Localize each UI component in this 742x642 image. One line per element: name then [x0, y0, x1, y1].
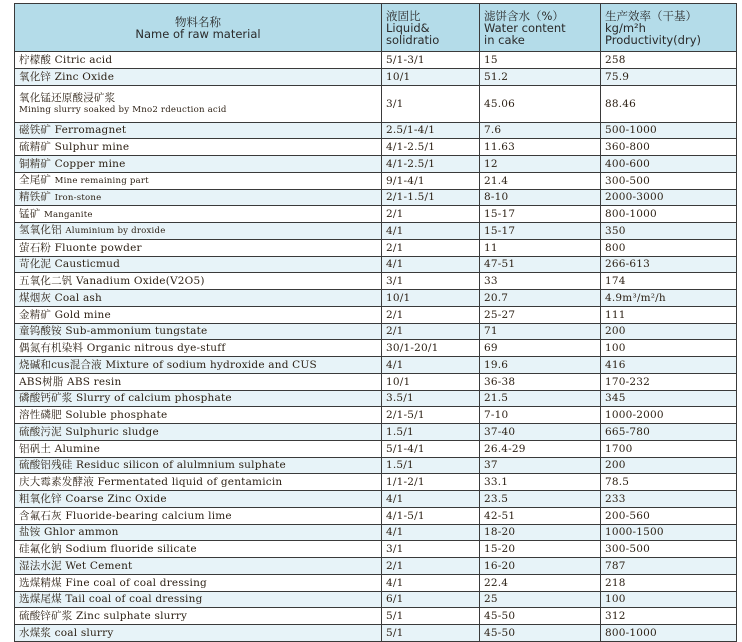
productivity-cell: 400-600	[601, 156, 737, 173]
material-name-cell	[15, 189, 382, 206]
material-name-cn: 童钨酸铵	[19, 325, 62, 338]
header-water-en-2: in cake	[484, 32, 525, 47]
material-name-cell	[15, 68, 382, 85]
table-row	[15, 440, 737, 457]
material-name-en: Sulphuric sludge	[65, 425, 159, 438]
water-content-cell: 19.6	[480, 357, 601, 374]
productivity-cell: 800	[601, 239, 737, 256]
liquid-solid-ratio-cell: 4/1-2.5/1	[382, 156, 480, 173]
liquid-solid-ratio-cell: 4/1	[382, 256, 480, 273]
material-name-en: Tail coal of coal dressing	[65, 593, 203, 606]
material-name-en: Mining slurry soaked by Mno2 rdeuction acid	[19, 104, 227, 115]
table-row	[15, 323, 737, 340]
material-name-en: Fluoride-bearing calcium lime	[65, 509, 232, 522]
material-name-cell	[15, 407, 382, 424]
water-content-cell: 21.4	[480, 172, 601, 189]
table-row	[15, 139, 737, 156]
liquid-solid-ratio-cell: 9/1-4/1	[382, 172, 480, 189]
header-row	[15, 4, 737, 52]
table-row	[15, 85, 737, 122]
table-row	[15, 122, 737, 139]
liquid-solid-ratio-cell: 30/1-20/1	[382, 340, 480, 357]
header-name-cn: 物料名称	[175, 14, 221, 29]
material-name-cn: 水煤浆	[19, 626, 52, 639]
material-name-en: Citric acid	[54, 53, 113, 66]
material-name-cell	[15, 507, 382, 524]
material-name-cn: 磷酸钙矿浆	[19, 392, 73, 405]
table-row	[15, 306, 737, 323]
material-name-cell	[15, 122, 382, 139]
material-name-en: Fermentated liquid of gentamicin	[97, 476, 283, 489]
material-name-cn: 氢氧化铝	[19, 224, 62, 237]
water-content-cell: 45-50	[480, 608, 601, 625]
productivity-cell: 360-800	[601, 139, 737, 156]
productivity-cell: 111	[601, 306, 737, 323]
table-row	[15, 52, 737, 69]
liquid-solid-ratio-cell: 2/1-5/1	[382, 407, 480, 424]
material-name-cell	[15, 457, 382, 474]
table-row	[15, 474, 737, 491]
material-name-cn: 硫酸污泥	[19, 425, 62, 438]
material-name-en: Organic nitrous dye-stuff	[86, 342, 226, 355]
material-name-cn: 选煤尾煤	[19, 593, 62, 606]
productivity-cell: 416	[601, 357, 737, 374]
material-name-cell	[15, 273, 382, 290]
liquid-solid-ratio-cell: 5/1	[382, 608, 480, 625]
productivity-cell: 88.46	[601, 85, 737, 122]
material-name-cell	[15, 172, 382, 189]
productivity-cell: 75.9	[601, 68, 737, 85]
material-name-cell	[15, 139, 382, 156]
water-content-cell: 51.2	[480, 68, 601, 85]
material-name-cn: 氧化锌	[19, 70, 52, 83]
material-name-cell	[15, 491, 382, 508]
material-name-cell	[15, 440, 382, 457]
table-row	[15, 491, 737, 508]
productivity-cell: 200-560	[601, 507, 737, 524]
material-name-en: Coal ash	[54, 291, 102, 304]
material-name-cn: 硫酸锌矿浆	[19, 610, 73, 623]
liquid-solid-ratio-cell: 4/1	[382, 524, 480, 541]
material-name-en: Ferromagnet	[54, 124, 127, 137]
material-name-en: Sub-ammonium tungstate	[65, 325, 208, 338]
header-ratio-en-2: solidratio	[386, 32, 440, 47]
liquid-solid-ratio-cell: 2/1	[382, 323, 480, 340]
water-content-cell: 42-51	[480, 507, 601, 524]
material-name-cn: 精铁矿	[19, 190, 52, 203]
liquid-solid-ratio-cell: 6/1	[382, 591, 480, 608]
productivity-cell: 350	[601, 223, 737, 240]
productivity-cell: 345	[601, 390, 737, 407]
material-name-cell	[15, 373, 382, 390]
water-content-cell: 11	[480, 239, 601, 256]
productivity-cell: 312	[601, 608, 737, 625]
material-name-cn: ABS树脂	[19, 375, 64, 388]
water-content-cell: 26.4-29	[480, 440, 601, 457]
liquid-solid-ratio-cell: 2.5/1-4/1	[382, 122, 480, 139]
material-name-cell	[15, 424, 382, 441]
material-name-cell	[15, 85, 382, 122]
table-row	[15, 524, 737, 541]
material-name-en: Causticmud	[54, 258, 120, 271]
material-name-cn: 硫精矿	[19, 141, 52, 154]
material-name-en: ABS resin	[67, 375, 122, 388]
material-name-cn: 选煤精煤	[19, 576, 62, 589]
material-name-en: Mixture of sodium hydroxide and CUS	[105, 358, 317, 371]
material-name-cn: 柠檬酸	[19, 53, 52, 66]
liquid-solid-ratio-cell: 5/1-3/1	[382, 52, 480, 69]
header-productivity	[601, 4, 737, 52]
liquid-solid-ratio-cell: 3/1	[382, 541, 480, 558]
header-water-content	[480, 4, 601, 52]
productivity-cell: 233	[601, 491, 737, 508]
material-name-cell	[15, 390, 382, 407]
material-name-cn: 锰矿	[19, 207, 41, 220]
water-content-cell: 7.6	[480, 122, 601, 139]
material-name-cell	[15, 206, 382, 223]
material-name-cn: 湿法水泥	[19, 559, 62, 572]
material-name-cn: 溶性磷肥	[19, 409, 62, 422]
water-content-cell: 37-40	[480, 424, 601, 441]
table-row	[15, 340, 737, 357]
material-name-cn: 含氟石灰	[19, 509, 62, 522]
water-content-cell: 33.1	[480, 474, 601, 491]
productivity-cell: 174	[601, 273, 737, 290]
material-name-cn: 烧碱和cus混合液	[19, 358, 102, 371]
water-content-cell: 33	[480, 273, 601, 290]
header-prod-cn: 生产效率（干基）	[605, 8, 697, 23]
liquid-solid-ratio-cell: 1/1-2/1	[382, 474, 480, 491]
table-row	[15, 608, 737, 625]
water-content-cell: 7-10	[480, 407, 601, 424]
table-row	[15, 273, 737, 290]
material-name-cell	[15, 239, 382, 256]
material-name-cell	[15, 608, 382, 625]
liquid-solid-ratio-cell: 2/1	[382, 206, 480, 223]
water-content-cell: 8-10	[480, 189, 601, 206]
productivity-cell: 266-613	[601, 256, 737, 273]
productivity-cell: 665-780	[601, 424, 737, 441]
table-row	[15, 357, 737, 374]
water-content-cell: 47-51	[480, 256, 601, 273]
material-name-cell	[15, 290, 382, 307]
material-name-cell	[15, 574, 382, 591]
material-name-cn: 硫酸铝残硅	[19, 459, 73, 472]
table-row	[15, 574, 737, 591]
header-ratio-en-1: Liquid&	[386, 20, 430, 35]
productivity-cell: 100	[601, 591, 737, 608]
liquid-solid-ratio-cell: 1.5/1	[382, 424, 480, 441]
material-name-en: Copper mine	[54, 157, 126, 170]
table-row	[15, 558, 737, 575]
productivity-cell: 300-500	[601, 172, 737, 189]
liquid-solid-ratio-cell: 2/1	[382, 558, 480, 575]
water-content-cell: 25-27	[480, 306, 601, 323]
table-row	[15, 625, 737, 642]
table-row	[15, 239, 737, 256]
material-name-cn: 苛化泥	[19, 258, 52, 271]
water-content-cell: 15-20	[480, 541, 601, 558]
header-prod-unit: kg/m²h	[605, 20, 646, 35]
productivity-cell: 78.5	[601, 474, 737, 491]
productivity-cell: 200	[601, 323, 737, 340]
table-row	[15, 206, 737, 223]
water-content-cell: 18-20	[480, 524, 601, 541]
material-name-cn: 金精矿	[19, 308, 52, 321]
material-name-cn: 氧化锰还原酸浸矿浆	[19, 91, 116, 104]
liquid-solid-ratio-cell: 4/1	[382, 223, 480, 240]
liquid-solid-ratio-cell: 10/1	[382, 373, 480, 390]
header-water-en-1: Water content	[484, 20, 566, 35]
table-header	[15, 4, 737, 52]
material-name-cn: 萤石粉	[19, 241, 52, 254]
table-row	[15, 457, 737, 474]
header-prod-en: Productivity(dry)	[605, 32, 701, 47]
table-row	[15, 189, 737, 206]
material-name-cn: 铜精矿	[19, 157, 52, 170]
water-content-cell: 23.5	[480, 491, 601, 508]
material-name-en: Aluminium by droxide	[65, 226, 166, 237]
liquid-solid-ratio-cell: 1.5/1	[382, 457, 480, 474]
table-row	[15, 68, 737, 85]
water-content-cell: 69	[480, 340, 601, 357]
table-row	[15, 507, 737, 524]
table-row	[15, 223, 737, 240]
productivity-cell: 800-1000	[601, 625, 737, 642]
material-name-en: Coarse Zinc Oxide	[65, 492, 167, 505]
header-name-en: Name of raw material	[135, 26, 261, 41]
table-row	[15, 591, 737, 608]
material-name-cell	[15, 306, 382, 323]
material-name-en: Slurry of calcium phosphate	[76, 392, 232, 405]
table-row	[15, 390, 737, 407]
header-liquid-solid-ratio	[382, 4, 480, 52]
water-content-cell: 37	[480, 457, 601, 474]
material-name-cn: 煤烟灰	[19, 291, 52, 304]
liquid-solid-ratio-cell: 2/1	[382, 239, 480, 256]
material-name-cell	[15, 156, 382, 173]
material-name-cn: 偶氮有机染料	[19, 342, 84, 355]
material-name-en: Soluble phosphate	[65, 409, 168, 422]
table-row	[15, 541, 737, 558]
liquid-solid-ratio-cell: 10/1	[382, 68, 480, 85]
table-row	[15, 424, 737, 441]
material-name-en: Vanadium Oxide(V2O5)	[76, 275, 205, 288]
water-content-cell: 36-38	[480, 373, 601, 390]
water-content-cell: 12	[480, 156, 601, 173]
productivity-cell: 218	[601, 574, 737, 591]
liquid-solid-ratio-cell: 3/1	[382, 273, 480, 290]
productivity-cell: 100	[601, 340, 737, 357]
material-name-cell	[15, 223, 382, 240]
header-water-cn: 滤饼含水（%）	[484, 8, 564, 23]
table-row	[15, 172, 737, 189]
productivity-cell: 200	[601, 457, 737, 474]
productivity-cell: 300-500	[601, 541, 737, 558]
productivity-cell: 500-1000	[601, 122, 737, 139]
liquid-solid-ratio-cell: 4/1-5/1	[382, 507, 480, 524]
table-body	[15, 52, 737, 642]
water-content-cell: 11.63	[480, 139, 601, 156]
material-name-cn: 硅氟化钠	[19, 543, 62, 556]
water-content-cell: 15	[480, 52, 601, 69]
liquid-solid-ratio-cell: 5/1-4/1	[382, 440, 480, 457]
material-name-cell	[15, 323, 382, 340]
productivity-cell: 800-1000	[601, 206, 737, 223]
liquid-solid-ratio-cell: 3/1	[382, 85, 480, 122]
materials-table	[14, 3, 737, 642]
material-name-cell	[15, 357, 382, 374]
material-name-en: Zinc Oxide	[54, 70, 115, 83]
liquid-solid-ratio-cell: 4/1	[382, 357, 480, 374]
table-row	[15, 373, 737, 390]
material-name-cn: 庆大霉素发酵液	[19, 476, 94, 489]
material-name-en: Sodium fluoride silicate	[65, 543, 197, 556]
productivity-cell: 1000-2000	[601, 407, 737, 424]
material-name-cell	[15, 541, 382, 558]
liquid-solid-ratio-cell: 3.5/1	[382, 390, 480, 407]
material-name-en: Manganite	[43, 209, 93, 220]
material-name-cell	[15, 474, 382, 491]
table-row	[15, 407, 737, 424]
material-name-en: Iron-stone	[54, 192, 102, 203]
table-row	[15, 256, 737, 273]
material-name-cell	[15, 340, 382, 357]
productivity-cell: 2000-3000	[601, 189, 737, 206]
material-name-cell	[15, 524, 382, 541]
water-content-cell: 15-17	[480, 223, 601, 240]
table-row	[15, 156, 737, 173]
header-ratio-cn: 液固比	[386, 8, 421, 23]
liquid-solid-ratio-cell: 2/1-1.5/1	[382, 189, 480, 206]
water-content-cell: 45-50	[480, 625, 601, 642]
liquid-solid-ratio-cell: 4/1	[382, 491, 480, 508]
productivity-cell: 4.9m³/m²/h	[601, 290, 737, 307]
productivity-cell: 1700	[601, 440, 737, 457]
header-material-name	[15, 4, 382, 52]
material-name-cn: 五氧化二钒	[19, 275, 73, 288]
material-name-cn: 盐铵	[19, 526, 41, 539]
material-name-cn: 铝矾土	[19, 442, 52, 455]
material-name-en: Gold mine	[54, 308, 111, 321]
liquid-solid-ratio-cell: 5/1	[382, 625, 480, 642]
material-name-en: Fluonte powder	[54, 241, 142, 254]
water-content-cell: 20.7	[480, 290, 601, 307]
productivity-cell: 170-232	[601, 373, 737, 390]
water-content-cell: 22.4	[480, 574, 601, 591]
material-name-cn: 磁铁矿	[19, 124, 52, 137]
water-content-cell: 71	[480, 323, 601, 340]
liquid-solid-ratio-cell: 4/1-2.5/1	[382, 139, 480, 156]
liquid-solid-ratio-cell: 4/1	[382, 574, 480, 591]
material-name-en: Alumine	[54, 442, 101, 455]
material-name-cn: 粗氧化锌	[19, 492, 62, 505]
water-content-cell: 25	[480, 591, 601, 608]
material-name-cn: 全尾矿	[19, 174, 52, 187]
water-content-cell: 15-17	[480, 206, 601, 223]
material-name-en: coal slurry	[54, 626, 114, 639]
material-name-cell	[15, 625, 382, 642]
material-name-cell	[15, 591, 382, 608]
material-name-en: Ghlor ammon	[43, 526, 119, 539]
material-name-en: Zinc sulphate slurry	[76, 610, 188, 623]
material-name-en: Fine coal of coal dressing	[65, 576, 207, 589]
water-content-cell: 16-20	[480, 558, 601, 575]
water-content-cell: 45.06	[480, 85, 601, 122]
material-name-cell	[15, 256, 382, 273]
material-name-cell	[15, 52, 382, 69]
liquid-solid-ratio-cell: 2/1	[382, 306, 480, 323]
material-name-en: Mine remaining part	[54, 176, 149, 187]
water-content-cell: 21.5	[480, 390, 601, 407]
material-name-en: Sulphur mine	[54, 141, 130, 154]
productivity-cell: 787	[601, 558, 737, 575]
material-name-en: Residuc silicon of alulmnium sulphate	[76, 459, 286, 472]
material-name-cell	[15, 558, 382, 575]
liquid-solid-ratio-cell: 10/1	[382, 290, 480, 307]
productivity-cell: 1000-1500	[601, 524, 737, 541]
table-row	[15, 290, 737, 307]
productivity-cell: 258	[601, 52, 737, 69]
material-name-en: Wet Cement	[65, 559, 133, 572]
